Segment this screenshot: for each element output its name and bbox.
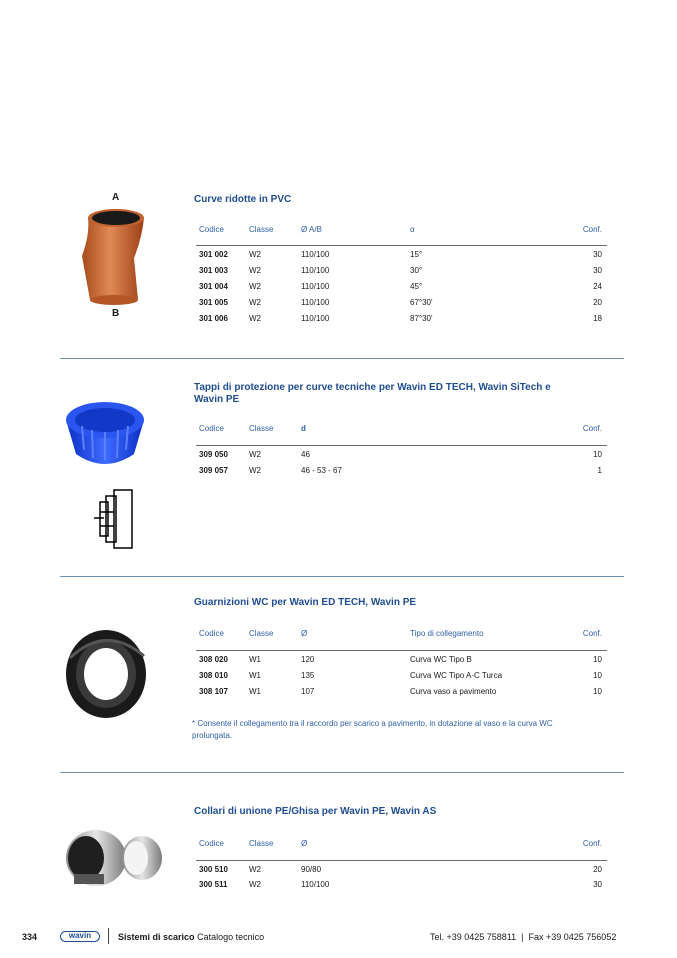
cell-diameter: 120 (301, 655, 315, 664)
cell-angle: 87°30' (410, 314, 433, 323)
cell-diameter: 110/100 (301, 880, 330, 889)
col-header-codice: Codice (199, 225, 224, 234)
cell-classe: W2 (249, 314, 261, 323)
cell-classe: W2 (249, 298, 261, 307)
cell-classe: W2 (249, 450, 261, 459)
cell-conf: 30 (593, 880, 602, 889)
col-header-diameter: Ø (301, 839, 308, 848)
section-divider (60, 576, 624, 577)
col-header-codice: Codice (199, 839, 224, 848)
cell-classe: W2 (249, 466, 261, 475)
wc-gasket-image (60, 618, 152, 722)
table-header-rule (196, 445, 607, 446)
cell-codice: 301 002 (199, 250, 228, 259)
cell-conf: 20 (593, 865, 602, 874)
cell-codice: 301 004 (199, 282, 228, 291)
col-header-conf: Conf. (582, 839, 602, 848)
col-header-diameter: Ø A/B (301, 225, 322, 234)
col-header-classe: Classe (249, 424, 274, 433)
cell-diameter: 110/100 (301, 298, 330, 307)
col-header-codice: Codice (199, 629, 224, 638)
cell-codice: 308 020 (199, 655, 228, 664)
cell-tipo: Curva WC Tipo B (410, 655, 472, 664)
coupling-collar-image (60, 822, 166, 894)
section-title-curve-ridotte: Curve ridotte in PVC (194, 194, 292, 205)
cell-conf: 1 (597, 466, 602, 475)
cell-codice: 300 511 (199, 880, 228, 889)
cell-diameter: 110/100 (301, 266, 330, 275)
section-title-guarnizioni: Guarnizioni WC per Wavin ED TECH, Wavin PE (194, 597, 417, 608)
cell-d: 46 - 53 - 67 (301, 466, 342, 475)
section-title-tappi-line1: Tappi di protezione per curve tecniche per Wavin ED TECH, Wavin SiTech e (194, 382, 551, 393)
cell-classe: W1 (249, 655, 261, 664)
cell-conf: 20 (593, 298, 602, 307)
table-header-rule (196, 650, 607, 651)
cell-tipo: Curva vaso a pavimento (410, 687, 497, 696)
pvc-bend-image (76, 204, 156, 306)
col-header-d: d (301, 424, 306, 433)
col-header-conf: Conf. (582, 629, 602, 638)
col-header-classe: Classe (249, 225, 274, 234)
cell-conf: 10 (593, 687, 602, 696)
section-divider (60, 358, 624, 359)
col-header-codice: Codice (199, 424, 224, 433)
cell-codice: 308 010 (199, 671, 228, 680)
col-header-classe: Classe (249, 629, 274, 638)
table-header-rule (196, 245, 607, 246)
cell-classe: W2 (249, 282, 261, 291)
cell-diameter: 110/100 (301, 314, 330, 323)
footer-divider (108, 928, 109, 944)
cell-diameter: 110/100 (301, 250, 330, 259)
section-title-tappi-line2: Wavin PE (194, 394, 240, 405)
cell-angle: 15° (410, 250, 423, 259)
section-divider (60, 772, 624, 773)
page-number: 334 (22, 932, 38, 942)
cell-diameter: 90/80 (301, 865, 322, 874)
cell-diameter: 110/100 (301, 282, 330, 291)
cell-codice: 309 057 (199, 466, 228, 475)
cell-conf: 10 (593, 671, 602, 680)
cell-classe: W2 (249, 266, 261, 275)
image-label-a: A (112, 192, 120, 203)
cell-codice: 309 050 (199, 450, 228, 459)
col-header-diameter: Ø (301, 629, 308, 638)
cell-conf: 30 (593, 250, 602, 259)
col-header-tipo: Tipo di collegamento (410, 629, 484, 638)
cell-conf: 30 (593, 266, 602, 275)
catalog-title-regular: Catalogo tecnico (197, 932, 265, 942)
footnote-line1: * Consente il collegamento tra il raccordo per scarico a pavimento, in dotazione al vaso e la curva WC (192, 719, 553, 728)
section-title-collari: Collari di unione PE/Ghisa per Wavin PE, Wavin AS (194, 806, 437, 817)
cell-codice: 301 005 (199, 298, 228, 307)
cell-classe: W1 (249, 687, 261, 696)
footer-contacts: Tel. +39 0425 758811 | Fax +39 0425 756052 (430, 932, 617, 942)
cell-angle: 45° (410, 282, 423, 291)
col-header-angle: α (410, 225, 415, 234)
cell-classe: W2 (249, 250, 261, 259)
cell-codice: 300 510 (199, 865, 228, 874)
cap-technical-drawing (92, 488, 136, 552)
image-label-b: B (112, 308, 120, 319)
cell-classe: W1 (249, 671, 261, 680)
cell-diameter: 107 (301, 687, 315, 696)
cell-conf: 24 (593, 282, 602, 291)
col-header-classe: Classe (249, 839, 274, 848)
cell-codice: 308 107 (199, 687, 228, 696)
cell-conf: 10 (593, 655, 602, 664)
cell-diameter: 135 (301, 671, 315, 680)
catalog-title-bold: Sistemi di scarico (118, 932, 195, 942)
col-header-conf: Conf. (582, 225, 602, 234)
cell-classe: W2 (249, 865, 261, 874)
cell-angle: 30° (410, 266, 423, 275)
cell-angle: 67°30' (410, 298, 433, 307)
cell-codice: 301 006 (199, 314, 228, 323)
catalog-title (118, 932, 264, 942)
col-header-conf: Conf. (582, 424, 602, 433)
protection-cap-image (62, 392, 148, 474)
cell-classe: W2 (249, 880, 261, 889)
cell-conf: 10 (593, 450, 602, 459)
cell-conf: 18 (593, 314, 602, 323)
cell-codice: 301 003 (199, 266, 228, 275)
table-header-rule (196, 860, 607, 861)
wavin-logo: wavin (60, 931, 100, 942)
cell-d: 46 (301, 450, 310, 459)
footnote-line2: prolungata. (192, 731, 233, 740)
cell-tipo: Curva WC Tipo A-C Turca (410, 671, 503, 680)
